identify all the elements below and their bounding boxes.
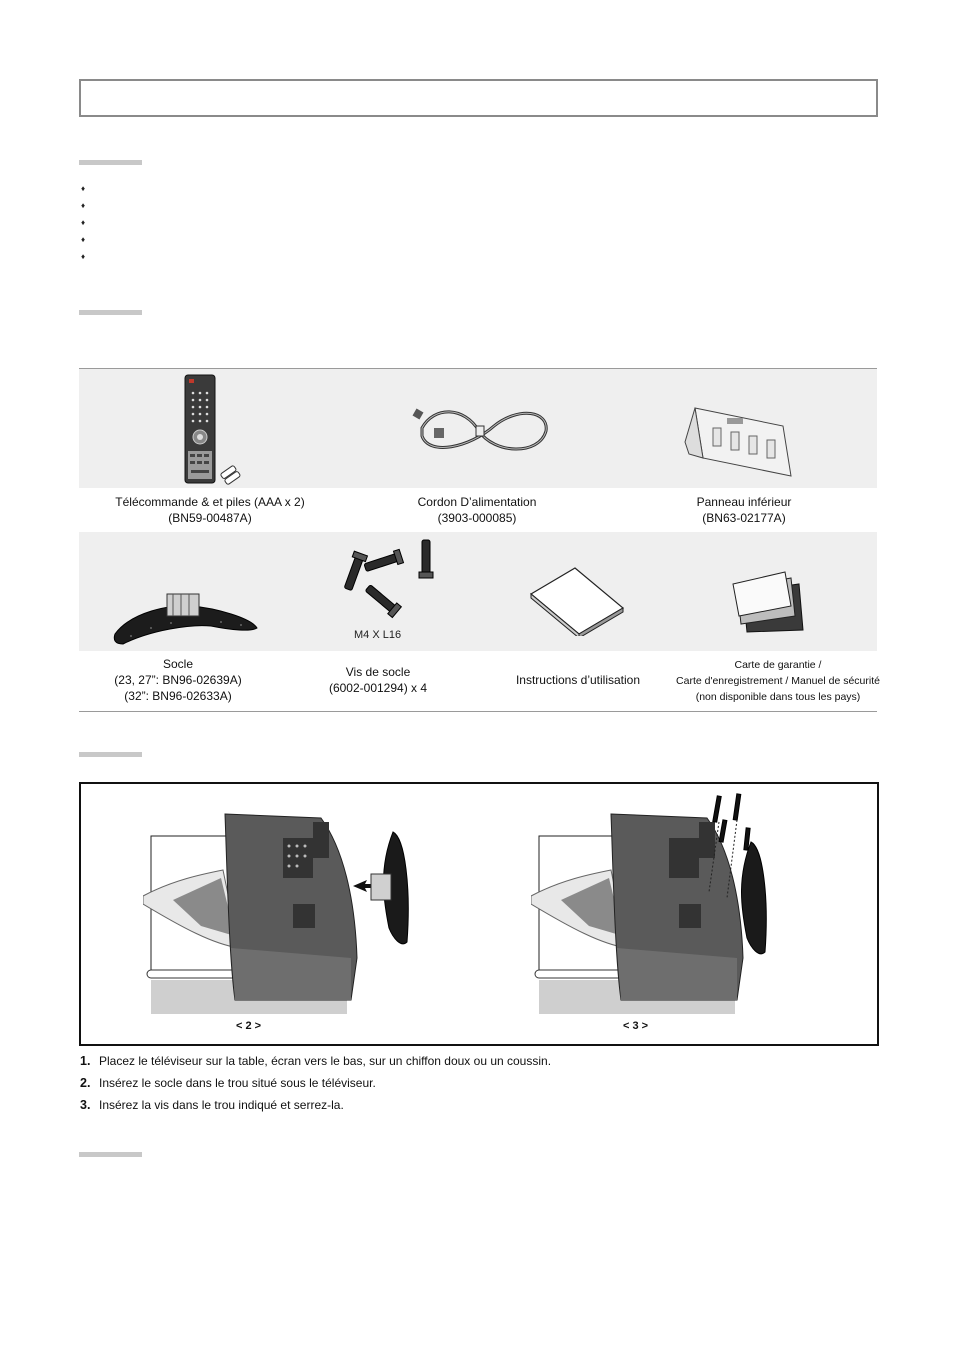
stand-screws-icon xyxy=(334,538,444,630)
figure-3-illustration xyxy=(531,792,781,1018)
manual-caption: Instructions d’utilisation xyxy=(515,673,641,687)
stand-icon xyxy=(111,590,261,646)
remote-control-icon xyxy=(177,373,247,485)
step-1: 1. Placez le téléviseur sur la table, écran vers le bas, sur un chiffon doux ou un coussin. xyxy=(80,1054,552,1068)
power-cord-icon xyxy=(404,406,554,456)
manual-book-icon xyxy=(527,564,627,636)
title-box xyxy=(79,79,878,117)
warranty-cards-icon xyxy=(729,570,809,634)
section-bar-3 xyxy=(79,752,142,757)
bullet-5: ♦ xyxy=(81,252,86,261)
figure-2-label: < 2 > xyxy=(236,1020,262,1032)
accessories-table xyxy=(79,368,880,712)
power-cord-caption: Cordon D’alimentation (3903-000085) xyxy=(417,495,537,525)
bullet-4: ♦ xyxy=(81,235,86,244)
bottom-panel-caption: Panneau inférieur (BN63-02177A) xyxy=(696,495,792,525)
warranty-cards-caption: Carte de garantie / Carte d'enregistrement / Manuel de sécurité (non disponible dans tous les pays) xyxy=(676,659,880,703)
step-3: 3. Insérez la vis dans le trou indiqué et serrez-la. xyxy=(80,1098,344,1112)
step-2: 2. Insérez le socle dans le trou situé sous le téléviseur. xyxy=(80,1076,376,1090)
stand-assembly-diagram xyxy=(79,782,879,1046)
bullet-1: ♦ xyxy=(81,184,86,193)
bottom-panel-icon xyxy=(683,398,795,478)
figure-2-illustration xyxy=(143,808,413,1018)
bullet-2: ♦ xyxy=(81,201,86,210)
section-bar-2 xyxy=(79,310,142,315)
section-bar-4 xyxy=(79,1152,142,1157)
stand-caption: Socle (23, 27”: BN96-02639A) (32”: BN96-02633A) xyxy=(114,657,242,703)
figure-3-label: < 3 > xyxy=(623,1020,649,1032)
stand-screws-caption: Vis de socle (6002-001294) x 4 xyxy=(328,665,428,695)
remote-caption: Télécommande & et piles (AAA x 2) (BN59-00487A) xyxy=(115,495,305,525)
bullet-3: ♦ xyxy=(81,218,86,227)
section-bar-1 xyxy=(79,160,142,165)
screw-size-label: M4 X L16 xyxy=(354,629,402,641)
